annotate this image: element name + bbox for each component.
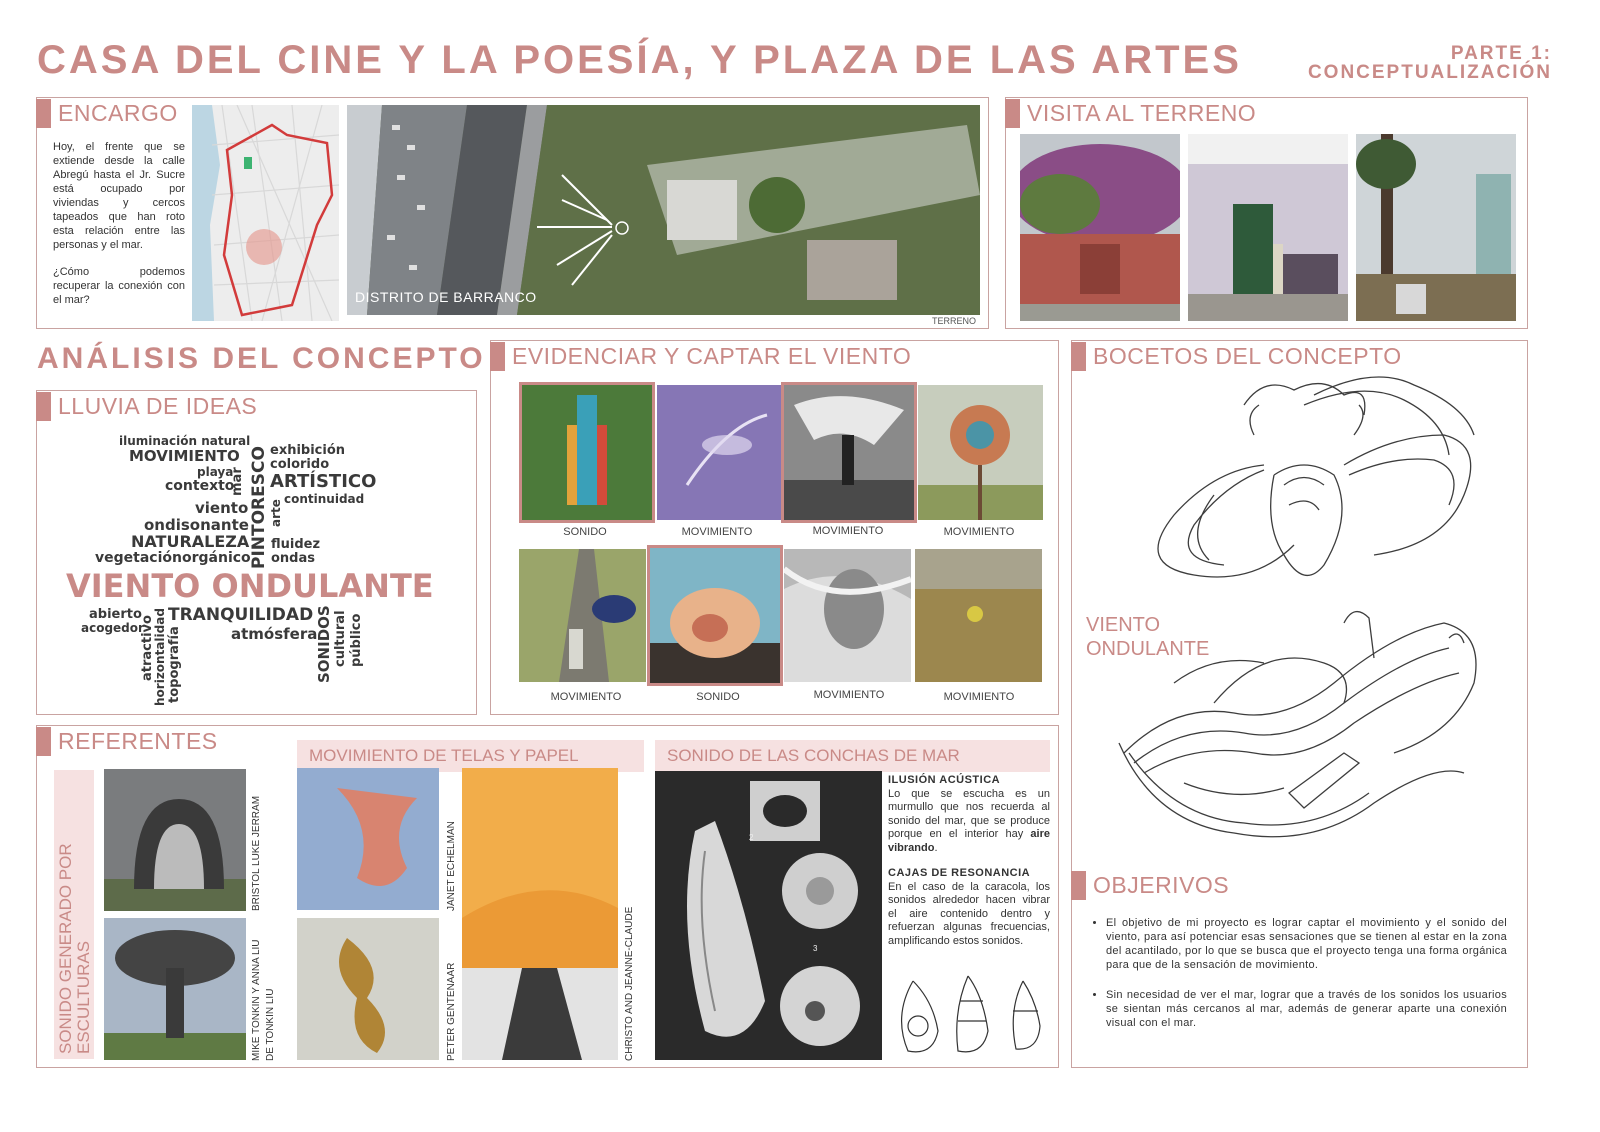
sculpture-photo-2 [104, 918, 246, 1060]
word: NATURALEZA [131, 532, 250, 551]
shell-sketches [888, 971, 1050, 1059]
fabric-photo-2 [297, 918, 439, 1060]
bocetos-heading [1071, 342, 1402, 371]
wind-photo-shell [647, 545, 783, 686]
wind-photo-dandelion [657, 385, 782, 520]
visita-panel [1005, 97, 1528, 329]
wind-photo-hair [784, 549, 911, 682]
word: ondisonante [144, 516, 249, 534]
word: horizontalidad [153, 608, 167, 706]
word: viento [195, 499, 249, 517]
aerial-photo [347, 105, 980, 315]
wind-photo-fabric [781, 382, 917, 523]
wind-caption: MOVIMIENTO [681, 526, 753, 538]
credit-jerram: BRISTOL LUKE JERRAM [251, 795, 262, 911]
referentes-heading [36, 727, 218, 756]
fabric-photo-gates [462, 768, 618, 1060]
evidenciar-panel [490, 340, 1059, 715]
credit-tonkin-line2: DE TONKIN LIU [265, 988, 276, 1061]
fig-label: 2 [749, 833, 754, 842]
wind-photo-grass [915, 549, 1042, 682]
objetivo-item: • El objetivo de mi proyecto es lograr captar el movimiento y el sonido del viento, para así potenciar esas sensaciones que se tienen al estar en la zona del acantilado, por lo que se busca que el proyecto tenga una forma orgánica para que de la sensación de movimiento. [1106, 916, 1507, 972]
word: ARTÍSTICO [270, 471, 377, 492]
word: atractivo [140, 615, 155, 681]
encargo-text [53, 140, 185, 307]
word: acogedor [81, 621, 144, 635]
lluvia-heading-text: LLUVIA DE IDEAS [58, 393, 258, 419]
word: colorido [270, 457, 330, 472]
word: ondas [271, 551, 316, 566]
part-label [1308, 44, 1552, 82]
evidenciar-heading [490, 342, 911, 371]
lluvia-panel [36, 390, 477, 715]
site-photo-door [1188, 134, 1348, 321]
credit-tonkin-line1: MIKE TONKIN Y ANNA LIU [251, 939, 262, 1061]
wind-photo-umbrella [519, 549, 646, 682]
referentes-panel [36, 725, 1059, 1068]
shell-illustration [655, 771, 882, 1060]
word: iluminación natural [119, 434, 251, 448]
word: exhibición [270, 443, 346, 458]
wind-caption: MOVIMIENTO [813, 689, 885, 701]
site-photo-street [1356, 134, 1516, 321]
word: TRANQUILIDAD [168, 605, 314, 625]
objetivo-item: • Sin necesidad de ver el mar, lograr que a través de los sonidos los usuarios se sientan más cercanos al mar, además de generar aparte una conexión visual con el mar. [1106, 988, 1507, 1030]
visita-heading-text: VISITA AL TERRENO [1027, 100, 1257, 126]
word: VIENTO ONDULANTE [66, 567, 434, 605]
wind-photo-chimes [519, 382, 655, 523]
fabric-photo-1 [297, 768, 439, 910]
encargo-paragraph: Hoy, el frente que se extiende desde la calle Abregú hasta el Jr. Sucre está ocupado por viviendas y cercos tapeados que han roto esta relación entre las personas y el mar. [53, 141, 185, 251]
analisis-heading: ANÁLISIS DEL CONCEPTO [37, 342, 486, 375]
credit-christo: CHRISTO AND JEANNE-CLAUDE [624, 906, 635, 1061]
word: PINTORESCO [249, 446, 269, 569]
encargo-question: ¿Cómo podemos recuperar la conexión con el mar? [53, 266, 185, 306]
concept-sketch-2 [1114, 603, 1489, 861]
word: arte [269, 499, 283, 527]
word: MOVIMIENTO [129, 447, 240, 465]
shell-text [888, 774, 1050, 948]
district-map [192, 105, 339, 321]
encargo-heading-text: ENCARGO [58, 100, 178, 126]
aerial-label: DISTRITO DE BARRANCO [355, 289, 537, 305]
sculpture-photo-1 [104, 769, 246, 911]
objetivos-heading-text: OBJERIVOS [1093, 872, 1230, 898]
word: abierto [89, 607, 142, 622]
word: público [349, 613, 364, 667]
ilusion-body: Lo que se escucha es un murmullo que nos recuerda al sonido del mar, que se produce porque en el interior hay [888, 787, 1050, 840]
word: topografía [167, 626, 182, 703]
credit-gentenaar: PETER GENTENAAR [446, 962, 457, 1061]
referentes-side-label: SONIDO GENERADO POR ESCULTURAS [56, 843, 93, 1054]
wind-caption: MOVIMIENTO [812, 525, 884, 537]
objetivos-heading [1071, 871, 1229, 900]
telas-heading: MOVIMIENTO DE TELAS Y PAPEL [297, 740, 644, 772]
evidenciar-heading-text: EVIDENCIAR Y CAPTAR EL VIENTO [512, 343, 912, 369]
wind-caption: MOVIMIENTO [943, 691, 1015, 703]
encargo-panel [36, 97, 989, 329]
encargo-heading [36, 99, 178, 128]
page-title: CASA DEL CINE Y LA POESÍA, Y PLAZA DE LAS ARTES [37, 38, 1242, 82]
referentes-heading-text: REFERENTES [58, 728, 218, 754]
wind-caption: MOVIMIENTO [550, 691, 622, 703]
word: playa [197, 465, 234, 479]
wind-caption: MOVIMIENTO [943, 526, 1015, 538]
word: SONIDOS [315, 605, 333, 683]
concept-sketch-1 [1114, 375, 1484, 605]
ilusion-title: ILUSIÓN ACÚSTICA [888, 774, 1001, 786]
word: atmósfera [231, 625, 318, 643]
credit-echelman: JANET ECHELMAN [446, 821, 457, 911]
wind-caption: SONIDO [696, 691, 740, 703]
objetivos-list [1092, 916, 1507, 1030]
terreno-label: TERRENO [905, 316, 980, 326]
word: contexto [165, 478, 235, 494]
bocetos-label-line1: VIENTO [1086, 614, 1161, 636]
cajas-text: En el caso de la caracola, los sonidos alrededor hacen vibrar el aire contenido dentro y refuerzan algunas frecuencias, amplificando estos sonidos. [888, 880, 1050, 947]
part-line1: PARTE 1: [1450, 43, 1552, 64]
visita-heading [1005, 99, 1256, 128]
wind-photo-pinwheel [918, 385, 1043, 520]
bocetos-heading-text: BOCETOS DEL CONCEPTO [1093, 343, 1402, 369]
ilusion-bold: aire vibrando [888, 828, 1050, 854]
bocetos-label-line2: ONDULANTE [1086, 638, 1210, 660]
ilusion-end: . [934, 841, 938, 854]
ilusion-text [888, 788, 1050, 856]
word: mar [230, 467, 245, 496]
cajas-title: CAJAS DE RESONANCIA [888, 867, 1031, 879]
part-line2: CONCEPTUALIZACIÓN [1307, 62, 1552, 83]
site-photo-wall [1020, 134, 1180, 321]
word: cultural [333, 610, 348, 667]
lluvia-heading [36, 392, 257, 421]
word: fluidez [271, 537, 321, 552]
bocetos-panel [1071, 340, 1528, 1068]
word: continuidad [284, 492, 365, 506]
conchas-heading: SONIDO DE LAS CONCHAS DE MAR [655, 740, 1050, 772]
wind-caption: SONIDO [563, 526, 607, 538]
word: vegetación [95, 550, 182, 566]
word: orgánico [182, 550, 251, 566]
credit-tonkin [251, 919, 276, 1061]
fig-label: 3 [813, 944, 818, 953]
